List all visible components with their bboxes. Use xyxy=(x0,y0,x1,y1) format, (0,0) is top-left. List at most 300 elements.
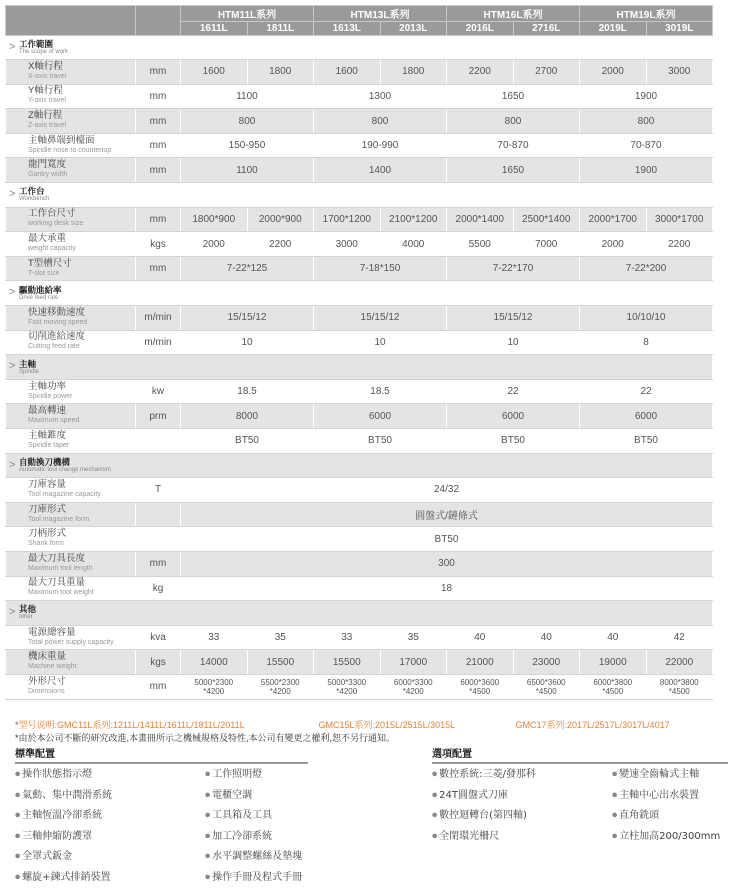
table-row xyxy=(6,207,713,232)
spec-value: 22 xyxy=(580,379,713,404)
row-unit: m/min xyxy=(136,306,181,331)
row-label xyxy=(6,306,136,331)
spec-value: 15/15/12 xyxy=(181,306,314,331)
spec-value: 1400 xyxy=(314,158,447,183)
row-label-en: Gantry width xyxy=(28,171,68,179)
config-item xyxy=(432,765,536,780)
section-header xyxy=(6,35,713,60)
divider xyxy=(15,762,308,764)
spec-value: 35 xyxy=(247,625,314,650)
model-header: 1613L xyxy=(314,22,381,36)
section-subtitle: The scope of work xyxy=(19,48,69,55)
spec-value: 7-22*125 xyxy=(181,256,314,281)
spec-value: 19000 xyxy=(580,650,647,675)
spec-value: 150-950 xyxy=(181,133,314,158)
row-unit: kva xyxy=(136,625,181,650)
section-subtitle: Workbench xyxy=(19,196,50,203)
config-item-label: 水平調整螺絲及墊塊 xyxy=(212,851,303,862)
row-label-zh: 主軸功率 xyxy=(28,380,67,392)
row-label-en: Y-axis travel xyxy=(28,97,66,105)
spec-value: 2200 xyxy=(247,232,314,257)
spec-value: 10/10/10 xyxy=(580,306,713,331)
config-item-label: 全閉環光柵尺 xyxy=(439,830,500,842)
disclaimer: *由於本公司不斷的研究改進,本畫冊所示之機械規格及特性,本公司有變更之權利,恕不另行通知。 xyxy=(15,733,396,743)
table-row xyxy=(6,330,713,355)
row-label-zh: 刀庫形式 xyxy=(28,503,67,515)
spec-value: 21000 xyxy=(447,650,514,675)
spec-value: 40 xyxy=(447,625,514,650)
spec-value: 8 xyxy=(580,330,713,355)
config-item-label: 工作照明燈 xyxy=(212,769,263,780)
row-label-en: Maximum tool length xyxy=(28,564,93,572)
model-note xyxy=(15,718,670,731)
row-label-zh: 工作台尺寸 xyxy=(28,208,76,220)
spec-value: 800 xyxy=(580,109,713,134)
row-label-en: Z-axis travel xyxy=(28,122,67,130)
spec-value: 8000*3800 *4500 xyxy=(646,674,713,699)
spec-value: 18.5 xyxy=(314,379,447,404)
model-header: 2716L xyxy=(513,22,580,36)
config-item xyxy=(205,847,302,862)
spec-value: 1700*1200 xyxy=(314,207,381,232)
row-label xyxy=(6,551,136,576)
divider xyxy=(432,762,728,764)
model-note-3: GMC17系列:2017L/2517L/3017L/4017 xyxy=(515,720,670,730)
spec-value: 1800*900 xyxy=(181,207,248,232)
spec-value: 5500 xyxy=(447,232,514,257)
config-item-label: 24T圓盤式刀庫 xyxy=(439,789,508,801)
spec-value: 2100*1200 xyxy=(380,207,447,232)
row-label-en: Dimensions xyxy=(28,687,65,695)
spec-value: 1800 xyxy=(247,60,314,85)
config-item-label: 立柱加高200/300mm xyxy=(619,830,721,842)
bullet-icon: ● xyxy=(432,791,440,798)
spec-value: 70-870 xyxy=(580,133,713,158)
spec-value: 40 xyxy=(513,625,580,650)
spec-value: 2000*1700 xyxy=(580,207,647,232)
row-label-zh: 刀庫容量 xyxy=(28,478,67,490)
config-item xyxy=(15,868,111,883)
row-label xyxy=(6,478,136,503)
config-item-label: 變速全齒輪式主軸 xyxy=(619,769,700,780)
chevron-right-icon: > xyxy=(9,360,16,373)
table-row xyxy=(6,256,713,281)
bullet-icon: ● xyxy=(205,852,213,860)
spec-value: 2000*1400 xyxy=(447,207,514,232)
spec-value: 17000 xyxy=(380,650,447,675)
spec-value: 2500*1400 xyxy=(513,207,580,232)
spec-value: 3000 xyxy=(314,232,381,257)
row-unit xyxy=(136,429,181,454)
row-label-en: Cutting feed rate xyxy=(28,343,80,351)
row-label xyxy=(6,158,136,183)
config-item-label: 電櫃空調 xyxy=(212,789,253,801)
spec-value: 6000 xyxy=(580,404,713,429)
section-header xyxy=(6,453,713,478)
spec-value: 7-22*170 xyxy=(447,256,580,281)
series-header: HTM16L系列 xyxy=(447,6,580,22)
config-item xyxy=(612,765,699,780)
row-label xyxy=(6,232,136,257)
series-header: HTM11L系列 xyxy=(181,6,314,22)
row-label-zh: 最大承重 xyxy=(28,233,67,245)
config-item-label: 主軸恆溫冷卻系統 xyxy=(22,810,103,821)
spec-value: BT50 xyxy=(314,429,447,454)
config-item xyxy=(15,786,112,801)
row-label xyxy=(6,502,136,527)
bullet-icon: ● xyxy=(205,770,213,778)
config-item xyxy=(205,827,272,842)
row-unit: mm xyxy=(136,158,181,183)
row-label-en: Maximum speed xyxy=(28,417,80,425)
spec-value: 1650 xyxy=(447,84,580,109)
bullet-icon: ● xyxy=(205,811,213,819)
spec-value: 5000*2300 *4200 xyxy=(181,674,248,699)
section-header xyxy=(6,281,713,306)
bullet-icon: ● xyxy=(15,832,23,839)
spec-value: BT50 xyxy=(181,429,314,454)
row-unit xyxy=(136,502,181,527)
spec-value: 18 xyxy=(181,576,713,601)
spec-value: 6000*3300 *4200 xyxy=(380,674,447,699)
table-row xyxy=(6,133,713,158)
table-row xyxy=(6,625,713,650)
chevron-right-icon: > xyxy=(9,458,16,471)
row-label-zh: 主軸鼻端到檯面 xyxy=(28,134,95,146)
row-label-zh: 刀柄形式 xyxy=(28,528,67,540)
spec-value: 10 xyxy=(181,330,314,355)
section-subtitle: Spindle xyxy=(19,368,40,375)
config-item xyxy=(432,786,508,801)
spec-value: 15500 xyxy=(247,650,314,675)
spec-value: 2200 xyxy=(646,232,713,257)
series-header: HTM13L系列 xyxy=(314,6,447,22)
table-row xyxy=(6,60,713,85)
bullet-icon: ● xyxy=(15,811,23,819)
spec-value: 15/15/12 xyxy=(314,306,447,331)
bullet-icon: ● xyxy=(432,811,440,819)
config-item xyxy=(205,765,262,780)
row-label xyxy=(6,256,136,281)
spec-value: 圓盤式/鏈條式 xyxy=(181,502,713,527)
config-item-label: 直角銑頭 xyxy=(619,810,660,821)
spec-value: 6000 xyxy=(447,404,580,429)
spec-value: 5500*2300 *4200 xyxy=(247,674,314,699)
header-blank xyxy=(6,6,136,36)
spec-value: 24/32 xyxy=(181,478,713,503)
section-subtitle: Automatic tool change mechanism xyxy=(19,466,111,473)
row-label xyxy=(6,625,136,650)
section-header xyxy=(6,355,713,380)
chevron-right-icon: > xyxy=(9,188,16,201)
table-row xyxy=(6,478,713,503)
section-subtitle: Drive feed rate xyxy=(19,294,59,301)
chevron-right-icon: > xyxy=(9,606,16,619)
spec-value: 1300 xyxy=(314,84,447,109)
row-unit: kw xyxy=(136,379,181,404)
spec-value: 42 xyxy=(646,625,713,650)
config-item xyxy=(15,847,72,862)
spec-value: BT50 xyxy=(580,429,713,454)
spec-value: 35 xyxy=(380,625,447,650)
config-item xyxy=(612,786,699,801)
row-unit: kg xyxy=(136,576,181,601)
row-label-zh: 快速移動速度 xyxy=(28,306,86,318)
config-item-label: 操作狀態指示燈 xyxy=(22,769,93,780)
row-label xyxy=(6,576,136,601)
spec-value: 2000*900 xyxy=(247,207,314,232)
section-header xyxy=(6,601,713,626)
spec-value: 2000 xyxy=(580,232,647,257)
spec-value: BT50 xyxy=(181,527,713,552)
row-label xyxy=(6,109,136,134)
config-item xyxy=(15,827,92,842)
row-label xyxy=(6,84,136,109)
config-item xyxy=(432,806,527,821)
row-label xyxy=(6,330,136,355)
bullet-icon: ● xyxy=(612,832,620,839)
row-label-en: Maximum tool weight xyxy=(28,589,94,597)
spec-value: 10 xyxy=(314,330,447,355)
bullet-icon: ● xyxy=(15,791,23,798)
section-header-row xyxy=(6,183,713,208)
row-label-en: Spindle nose to countertop xyxy=(28,146,112,154)
spec-value: 14000 xyxy=(181,650,248,675)
spec-value: 33 xyxy=(181,625,248,650)
spec-value: 4000 xyxy=(380,232,447,257)
row-unit: mm xyxy=(136,207,181,232)
spec-value: 800 xyxy=(181,109,314,134)
row-unit: mm xyxy=(136,551,181,576)
row-label xyxy=(6,379,136,404)
section-title: 工作範圍 xyxy=(19,38,54,49)
header-unit-blank xyxy=(136,6,181,36)
row-label-en: weight capacity xyxy=(28,245,76,253)
spec-value: 1100 xyxy=(181,84,314,109)
bullet-icon: ● xyxy=(612,811,620,819)
row-label xyxy=(6,404,136,429)
note-star: * xyxy=(15,720,19,730)
spec-value: 7-22*200 xyxy=(580,256,713,281)
spec-value: 190-990 xyxy=(314,133,447,158)
table-row xyxy=(6,551,713,576)
config-item-label: 數控迴轉台(第四軸) xyxy=(439,810,527,821)
config-item xyxy=(612,806,659,821)
spec-value: 6500*3600 *4500 xyxy=(513,674,580,699)
spec-value: 1100 xyxy=(181,158,314,183)
section-title: 驅動進給率 xyxy=(19,284,62,295)
spec-value: BT50 xyxy=(447,429,580,454)
row-unit: kgs xyxy=(136,650,181,675)
config-item xyxy=(205,786,252,801)
row-label-en: Shank form xyxy=(28,540,64,548)
table-row xyxy=(6,379,713,404)
spec-value: 15500 xyxy=(314,650,381,675)
row-unit: mm xyxy=(136,60,181,85)
spec-value: 1800 xyxy=(380,60,447,85)
row-label-en: Spindle power xyxy=(28,392,73,400)
config-item xyxy=(15,765,92,780)
spec-value: 300 xyxy=(181,551,713,576)
table-row xyxy=(6,674,713,699)
spec-value: 800 xyxy=(447,109,580,134)
spec-value: 33 xyxy=(314,625,381,650)
row-unit: mm xyxy=(136,133,181,158)
config-item-label: 工具箱及工具 xyxy=(212,810,273,821)
row-label-zh: Y軸行程 xyxy=(28,85,63,97)
bullet-icon: ● xyxy=(432,770,440,778)
row-label-zh: 龍門寬度 xyxy=(28,159,67,171)
row-label-zh: X軸行程 xyxy=(28,60,63,72)
spec-value: 1650 xyxy=(447,158,580,183)
section-title: 其他 xyxy=(19,604,37,615)
spec-value: 18.5 xyxy=(181,379,314,404)
config-item-label: 全罩式鈑金 xyxy=(22,851,73,862)
spec-value: 23000 xyxy=(513,650,580,675)
row-label-en: Machine weight xyxy=(28,663,77,671)
row-label-zh: 最大刀具重量 xyxy=(28,577,86,589)
config-item-label: 螺旋+鍊式排銷裝置 xyxy=(22,871,111,883)
spec-value: 2700 xyxy=(513,60,580,85)
section-title: 自動換刀機構 xyxy=(19,456,71,467)
row-label-en: T-slot size xyxy=(28,269,60,277)
row-unit: kgs xyxy=(136,232,181,257)
spec-value: 1900 xyxy=(580,158,713,183)
config-item xyxy=(612,827,720,842)
model-header: 3019L xyxy=(646,22,713,36)
row-label-en: Tool magazine form xyxy=(28,515,90,523)
bullet-icon: ● xyxy=(612,770,620,778)
section-header-row xyxy=(6,281,713,306)
table-row xyxy=(6,429,713,454)
bullet-icon: ● xyxy=(205,791,213,798)
table-row xyxy=(6,84,713,109)
spec-value: 5000*3300 *4200 xyxy=(314,674,381,699)
table-row xyxy=(6,527,713,552)
row-label-zh: 機床重量 xyxy=(28,651,67,663)
series-header-row xyxy=(6,6,713,22)
bullet-icon: ● xyxy=(15,873,23,880)
spec-value: 7000 xyxy=(513,232,580,257)
row-label-zh: 外形尺寸 xyxy=(28,675,67,687)
model-header: 2019L xyxy=(580,22,647,36)
spec-value: 22 xyxy=(447,379,580,404)
table-row xyxy=(6,650,713,675)
spec-value: 7-18*150 xyxy=(314,256,447,281)
row-label-zh: 切削進給速度 xyxy=(28,331,86,343)
row-unit xyxy=(136,527,181,552)
section-header-row xyxy=(6,453,713,478)
table-row xyxy=(6,404,713,429)
row-label-zh: 最高轉速 xyxy=(28,405,67,417)
bullet-icon: ● xyxy=(15,852,23,860)
row-label-zh: 主軸錐度 xyxy=(28,429,67,441)
spec-value: 2200 xyxy=(447,60,514,85)
spec-value: 2000 xyxy=(580,60,647,85)
chevron-right-icon: > xyxy=(9,286,16,299)
spec-value: 800 xyxy=(314,109,447,134)
config-item-label: 主軸中心出水裝置 xyxy=(619,789,700,801)
row-label xyxy=(6,60,136,85)
spec-value: 10 xyxy=(447,330,580,355)
config-item xyxy=(15,806,102,821)
model-header: 2016L xyxy=(447,22,514,36)
row-label-en: X-axis travel xyxy=(28,72,67,80)
spec-value: 1600 xyxy=(314,60,381,85)
spec-value: 3000*1700 xyxy=(646,207,713,232)
spec-value: 6000*3800 *4500 xyxy=(580,674,647,699)
table-row xyxy=(6,109,713,134)
model-note-2: GMC15L系列:2015L/2515L/3015L xyxy=(318,720,456,730)
row-unit: mm xyxy=(136,109,181,134)
row-label xyxy=(6,133,136,158)
row-label-en: Total power supply capacity xyxy=(28,638,114,646)
optional-config-title: 選項配置 xyxy=(432,749,472,760)
model-header: 1811L xyxy=(247,22,314,36)
section-header xyxy=(6,183,713,208)
row-label xyxy=(6,527,136,552)
config-item-label: 氣動、集中潤滑系統 xyxy=(22,789,113,801)
standard-config-title: 標準配置 xyxy=(15,749,55,760)
row-label-en: working desk size xyxy=(28,220,84,228)
bullet-icon: ● xyxy=(612,791,620,798)
row-label-zh: 最大刀具長度 xyxy=(28,552,86,564)
section-header-row xyxy=(6,355,713,380)
bullet-icon: ● xyxy=(205,873,213,880)
section-subtitle: other xyxy=(19,614,33,621)
row-label-en: Tool magazine capacity xyxy=(28,490,101,498)
row-label xyxy=(6,429,136,454)
row-label-en: Spindle taper xyxy=(28,441,70,449)
row-label xyxy=(6,207,136,232)
row-label-zh: Z軸行程 xyxy=(28,110,63,122)
table-row xyxy=(6,306,713,331)
bullet-icon: ● xyxy=(432,832,440,839)
spec-value: 6000*3600 *4500 xyxy=(447,674,514,699)
spec-value: 6000 xyxy=(314,404,447,429)
row-label-zh: 電源總容量 xyxy=(28,626,76,638)
row-unit: mm xyxy=(136,84,181,109)
table-row xyxy=(6,502,713,527)
spec-value: 22000 xyxy=(646,650,713,675)
model-header: 2013L xyxy=(380,22,447,36)
section-header-row xyxy=(6,601,713,626)
config-item-label: 三軸伸縮防護罩 xyxy=(22,830,93,842)
config-item-label: 操作手冊及程式手冊 xyxy=(212,871,303,883)
table-row xyxy=(6,158,713,183)
spec-value: 40 xyxy=(580,625,647,650)
table-row xyxy=(6,576,713,601)
row-label-zh: T型槽尺寸 xyxy=(28,257,72,269)
config-item-label: 加工冷卻系統 xyxy=(212,830,273,842)
row-unit: prm xyxy=(136,404,181,429)
spec-value: 2000 xyxy=(181,232,248,257)
spec-value: 3000 xyxy=(646,60,713,85)
row-unit: mm xyxy=(136,256,181,281)
spec-value: 8000 xyxy=(181,404,314,429)
row-label xyxy=(6,650,136,675)
section-title: 工作台 xyxy=(19,186,45,197)
section-header-row xyxy=(6,35,713,60)
bullet-icon: ● xyxy=(205,832,213,839)
spec-value: 1900 xyxy=(580,84,713,109)
chevron-right-icon: > xyxy=(9,40,16,53)
model-note-1: 型号说明:GMC11L系列:1211L/1411L/1611L/1811L/2011L xyxy=(18,720,245,730)
spec-table xyxy=(5,5,713,700)
config-item xyxy=(205,868,302,883)
bullet-icon: ● xyxy=(15,770,23,778)
row-unit: mm xyxy=(136,674,181,699)
